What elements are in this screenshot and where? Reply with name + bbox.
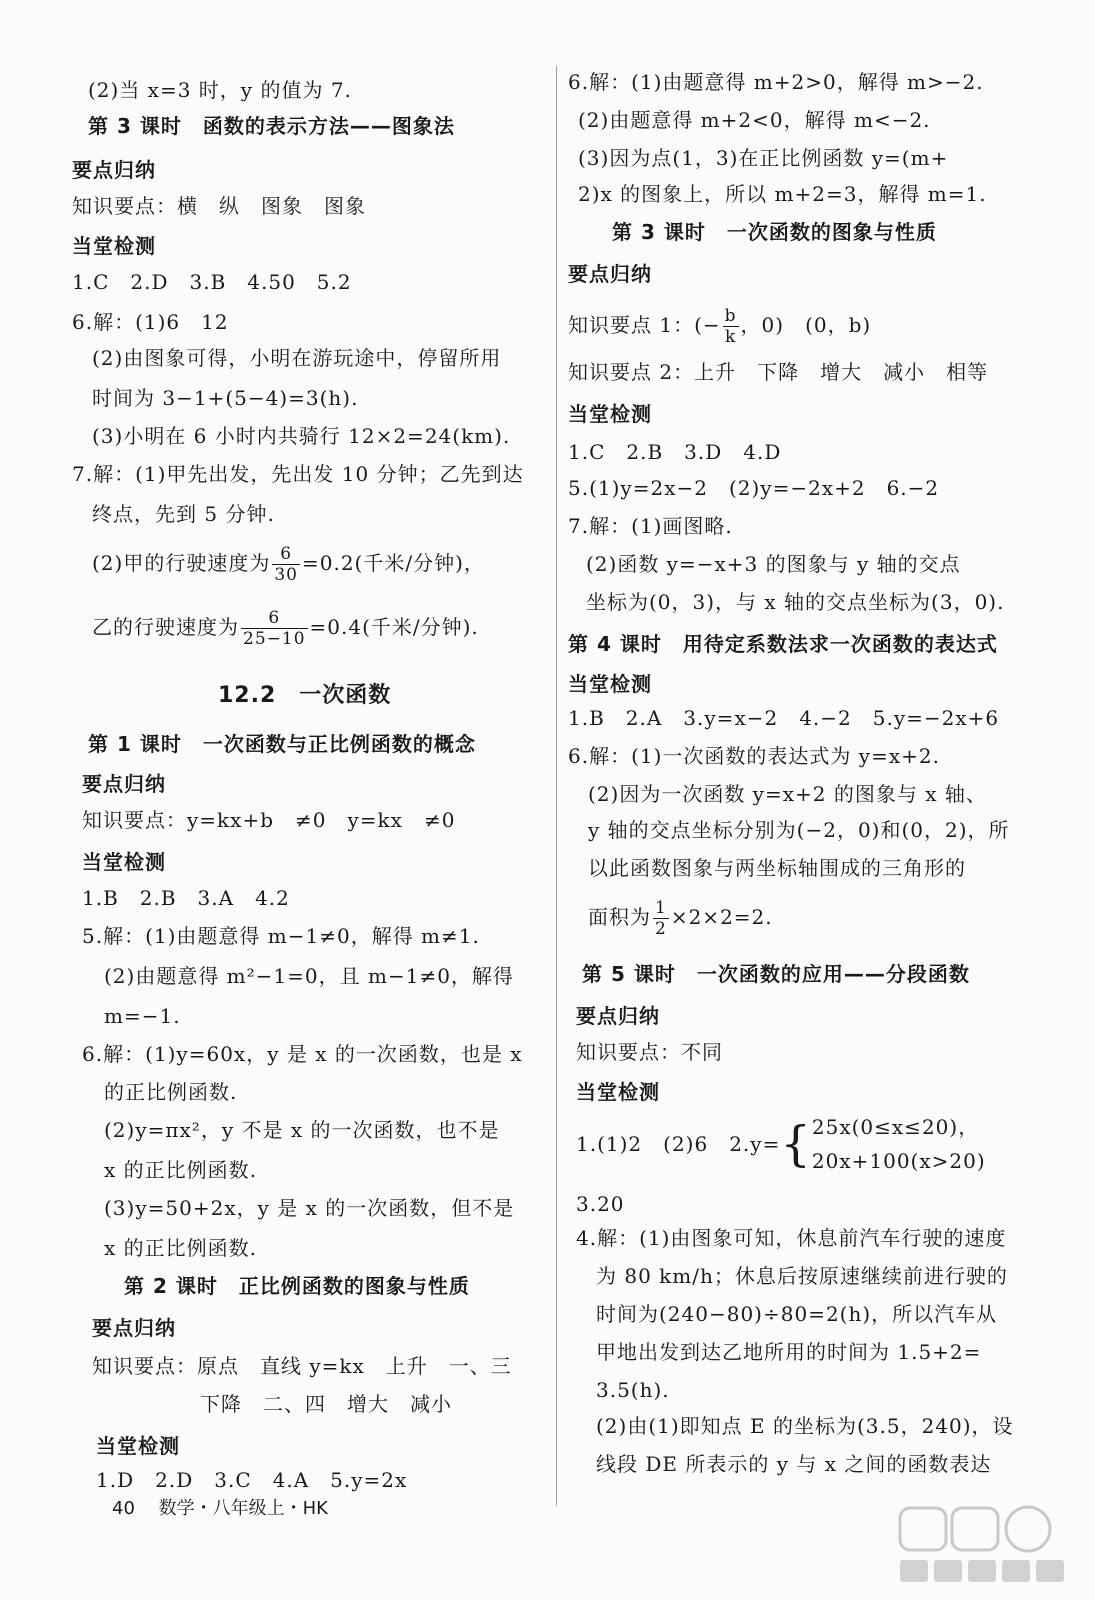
fraction-denominator: 25−10 bbox=[243, 629, 306, 649]
subheading: 要点归纳 bbox=[576, 1004, 660, 1028]
piecewise-answer-line bbox=[576, 1110, 986, 1178]
answer-line: 7.解：(1)画图略. bbox=[568, 514, 733, 538]
subheading: 要点归纳 bbox=[72, 158, 156, 182]
fraction bbox=[241, 608, 308, 649]
subheading: 要点归纳 bbox=[92, 1316, 176, 1340]
answer-line: (2)由(1)即知点 E 的坐标为(3.5，240)，设 bbox=[596, 1414, 1014, 1438]
book-label: 数学・八年级上・HK bbox=[158, 1498, 328, 1519]
answer-line: (3)y=50+2x，y 是 x 的一次函数，但不是 bbox=[104, 1196, 515, 1220]
lesson-heading: 第 3 课时 函数的表示方法——图象法 bbox=[88, 114, 455, 138]
section-title: 12.2 一次函数 bbox=[218, 683, 392, 708]
fraction-numerator: 1 bbox=[655, 898, 667, 918]
answer-line: (2)y=πx²，y 不是 x 的一次函数，也不是 bbox=[104, 1118, 500, 1142]
fraction bbox=[723, 306, 739, 347]
lesson-heading: 第 1 课时 一次函数与正比例函数的概念 bbox=[88, 732, 476, 756]
answer-line: 知识要点：y=kx+b ≠0 y=kx ≠0 bbox=[82, 808, 456, 832]
answer-line: 的正比例函数. bbox=[104, 1080, 238, 1104]
answer-line: (3)小明在 6 小时内共骑行 12×2=24(km). bbox=[92, 424, 511, 448]
answer-line: 知识要点：不同 bbox=[576, 1040, 723, 1064]
lesson-heading: 第 3 课时 一次函数的图象与性质 bbox=[612, 220, 937, 244]
answer-text: 面积为 bbox=[588, 905, 651, 929]
answer-line: 7.解：(1)甲先出发，先出发 10 分钟；乙先到达 bbox=[72, 462, 524, 486]
piecewise-case: 25x(0≤x≤20)， bbox=[811, 1115, 980, 1139]
answer-line-with-fraction bbox=[92, 544, 485, 585]
watermark-logo-icon bbox=[890, 1500, 1080, 1590]
subheading: 当堂检测 bbox=[82, 850, 166, 874]
answer-line: 终点，先到 5 分钟. bbox=[92, 502, 275, 526]
piecewise-cases bbox=[812, 1110, 986, 1178]
column-divider bbox=[556, 66, 557, 1506]
answer-text: =0.4(千米/分钟). bbox=[309, 615, 479, 639]
answer-line: 4.解：(1)由图象可知，休息前汽车行驶的速度 bbox=[576, 1226, 1007, 1250]
answer-line: 6.解：(1)y=60x，y 是 x 的一次函数，也是 x bbox=[82, 1042, 523, 1066]
answer-line: (2)由题意得 m²−1=0，且 m−1≠0，解得 bbox=[104, 964, 514, 988]
answer-line: 6.解：(1)一次函数的表达式为 y=x+2. bbox=[568, 744, 940, 768]
answer-line: (2)由图象可得，小明在游玩途中，停留所用 bbox=[92, 346, 502, 370]
answer-line: 时间为 3−1+(5−4)=3(h). bbox=[92, 386, 359, 410]
answer-line: 1.C 2.D 3.B 4.50 5.2 bbox=[72, 270, 352, 294]
answer-line: 6.解：(1)6 12 bbox=[72, 310, 229, 334]
fraction-numerator: 6 bbox=[268, 608, 281, 628]
answer-text: 知识要点 1：(− bbox=[568, 313, 721, 337]
answer-line: (2)当 x=3 时，y 的值为 7. bbox=[88, 78, 352, 102]
lesson-heading: 第 2 课时 正比例函数的图象与性质 bbox=[124, 1274, 470, 1298]
answer-line-with-fraction bbox=[92, 608, 479, 649]
answer-line: 时间为(240−80)÷80=2(h)，所以汽车从 bbox=[596, 1302, 998, 1326]
answer-line: (2)因为一次函数 y=x+2 的图象与 x 轴、 bbox=[588, 782, 987, 806]
answer-line: 5.(1)y=2x−2 (2)y=−2x+2 6.−2 bbox=[568, 476, 940, 500]
fraction-denominator: 2 bbox=[655, 919, 667, 939]
lesson-heading: 第 5 课时 一次函数的应用——分段函数 bbox=[582, 962, 970, 986]
answer-line: 1.D 2.D 3.C 4.A 5.y=2x bbox=[96, 1468, 408, 1492]
answer-line: y 轴的交点坐标分别为(−2，0)和(0，2)，所 bbox=[588, 818, 1010, 842]
answer-text: 乙的行驶速度为 bbox=[92, 615, 239, 639]
fraction-denominator: 30 bbox=[274, 565, 298, 585]
answer-text: =0.2(千米/分钟)， bbox=[301, 551, 485, 575]
fraction-denominator: k bbox=[723, 326, 739, 347]
answer-line-with-fraction bbox=[568, 306, 871, 347]
answer-line-with-fraction bbox=[588, 898, 773, 939]
answer-line: 以此函数图象与两坐标轴围成的三角形的 bbox=[588, 856, 966, 880]
piecewise-case: 20x+100(x>20) bbox=[811, 1149, 986, 1173]
subheading: 当堂检测 bbox=[568, 672, 652, 696]
fraction bbox=[653, 898, 669, 939]
answer-text: (2)甲的行驶速度为 bbox=[92, 551, 271, 575]
answer-line: (2)函数 y=−x+3 的图象与 y 轴的交点 bbox=[586, 552, 961, 576]
answer-line: 3.5(h). bbox=[596, 1378, 670, 1402]
fraction-numerator: b bbox=[724, 306, 737, 326]
answer-line: 1.C 2.B 3.D 4.D bbox=[568, 440, 782, 464]
answer-line: 1.B 2.A 3.y=x−2 4.−2 5.y=−2x+6 bbox=[568, 706, 1000, 730]
lesson-heading: 第 4 课时 用待定系数法求一次函数的表达式 bbox=[568, 632, 998, 656]
answer-line: 6.解：(1)由题意得 m+2>0，解得 m>−2. bbox=[568, 70, 984, 94]
subheading: 要点归纳 bbox=[568, 262, 652, 286]
answer-line: (3)因为点(1，3)在正比例函数 y=(m+ bbox=[578, 146, 949, 170]
answer-line: 知识要点：原点 直线 y=kx 上升 一、三 bbox=[92, 1354, 512, 1378]
fraction-numerator: 6 bbox=[280, 544, 293, 564]
page-footer bbox=[112, 1494, 328, 1520]
answer-line: m=−1. bbox=[104, 1004, 181, 1028]
answer-line: 知识要点 2：上升 下降 增大 减小 相等 bbox=[568, 360, 989, 384]
answer-line: 甲地出发到达乙地所用的时间为 1.5+2= bbox=[596, 1340, 982, 1364]
answer-line: 3.20 bbox=[576, 1192, 625, 1216]
answer-line: 知识要点：横 纵 图象 图象 bbox=[72, 194, 366, 218]
answer-line: 下降 二、四 增大 减小 bbox=[200, 1392, 452, 1416]
answer-line: x 的正比例函数. bbox=[104, 1236, 257, 1260]
answer-line: 线段 DE 所表示的 y 与 x 之间的函数表达 bbox=[596, 1452, 992, 1476]
answer-line: 2)x 的图象上，所以 m+2=3，解得 m=1. bbox=[578, 182, 987, 206]
left-brace: { bbox=[780, 1116, 812, 1172]
answer-line: 1.B 2.B 3.A 4.2 bbox=[82, 886, 290, 910]
answer-text: ×2×2=2. bbox=[670, 905, 773, 929]
subheading: 当堂检测 bbox=[96, 1434, 180, 1458]
fraction bbox=[272, 544, 300, 585]
answer-text: 1.(1)2 (2)6 2.y= bbox=[576, 1132, 781, 1156]
answer-line: 坐标为(0，3)，与 x 轴的交点坐标为(3，0). bbox=[586, 590, 1005, 614]
answer-line: 5.解：(1)由题意得 m−1≠0，解得 m≠1. bbox=[82, 924, 480, 948]
subheading: 当堂检测 bbox=[72, 234, 156, 258]
subheading: 当堂检测 bbox=[576, 1080, 660, 1104]
answer-line: 为 80 km/h；休息后按原速继续前进行驶的 bbox=[596, 1264, 1008, 1288]
page-number: 40 bbox=[112, 1498, 135, 1519]
answer-line: x 的正比例函数. bbox=[104, 1158, 257, 1182]
subheading: 要点归纳 bbox=[82, 772, 166, 796]
answer-line: (2)由题意得 m+2<0，解得 m<−2. bbox=[578, 108, 931, 132]
subheading: 当堂检测 bbox=[568, 402, 652, 426]
answer-text: ，0) (0，b) bbox=[740, 313, 872, 337]
